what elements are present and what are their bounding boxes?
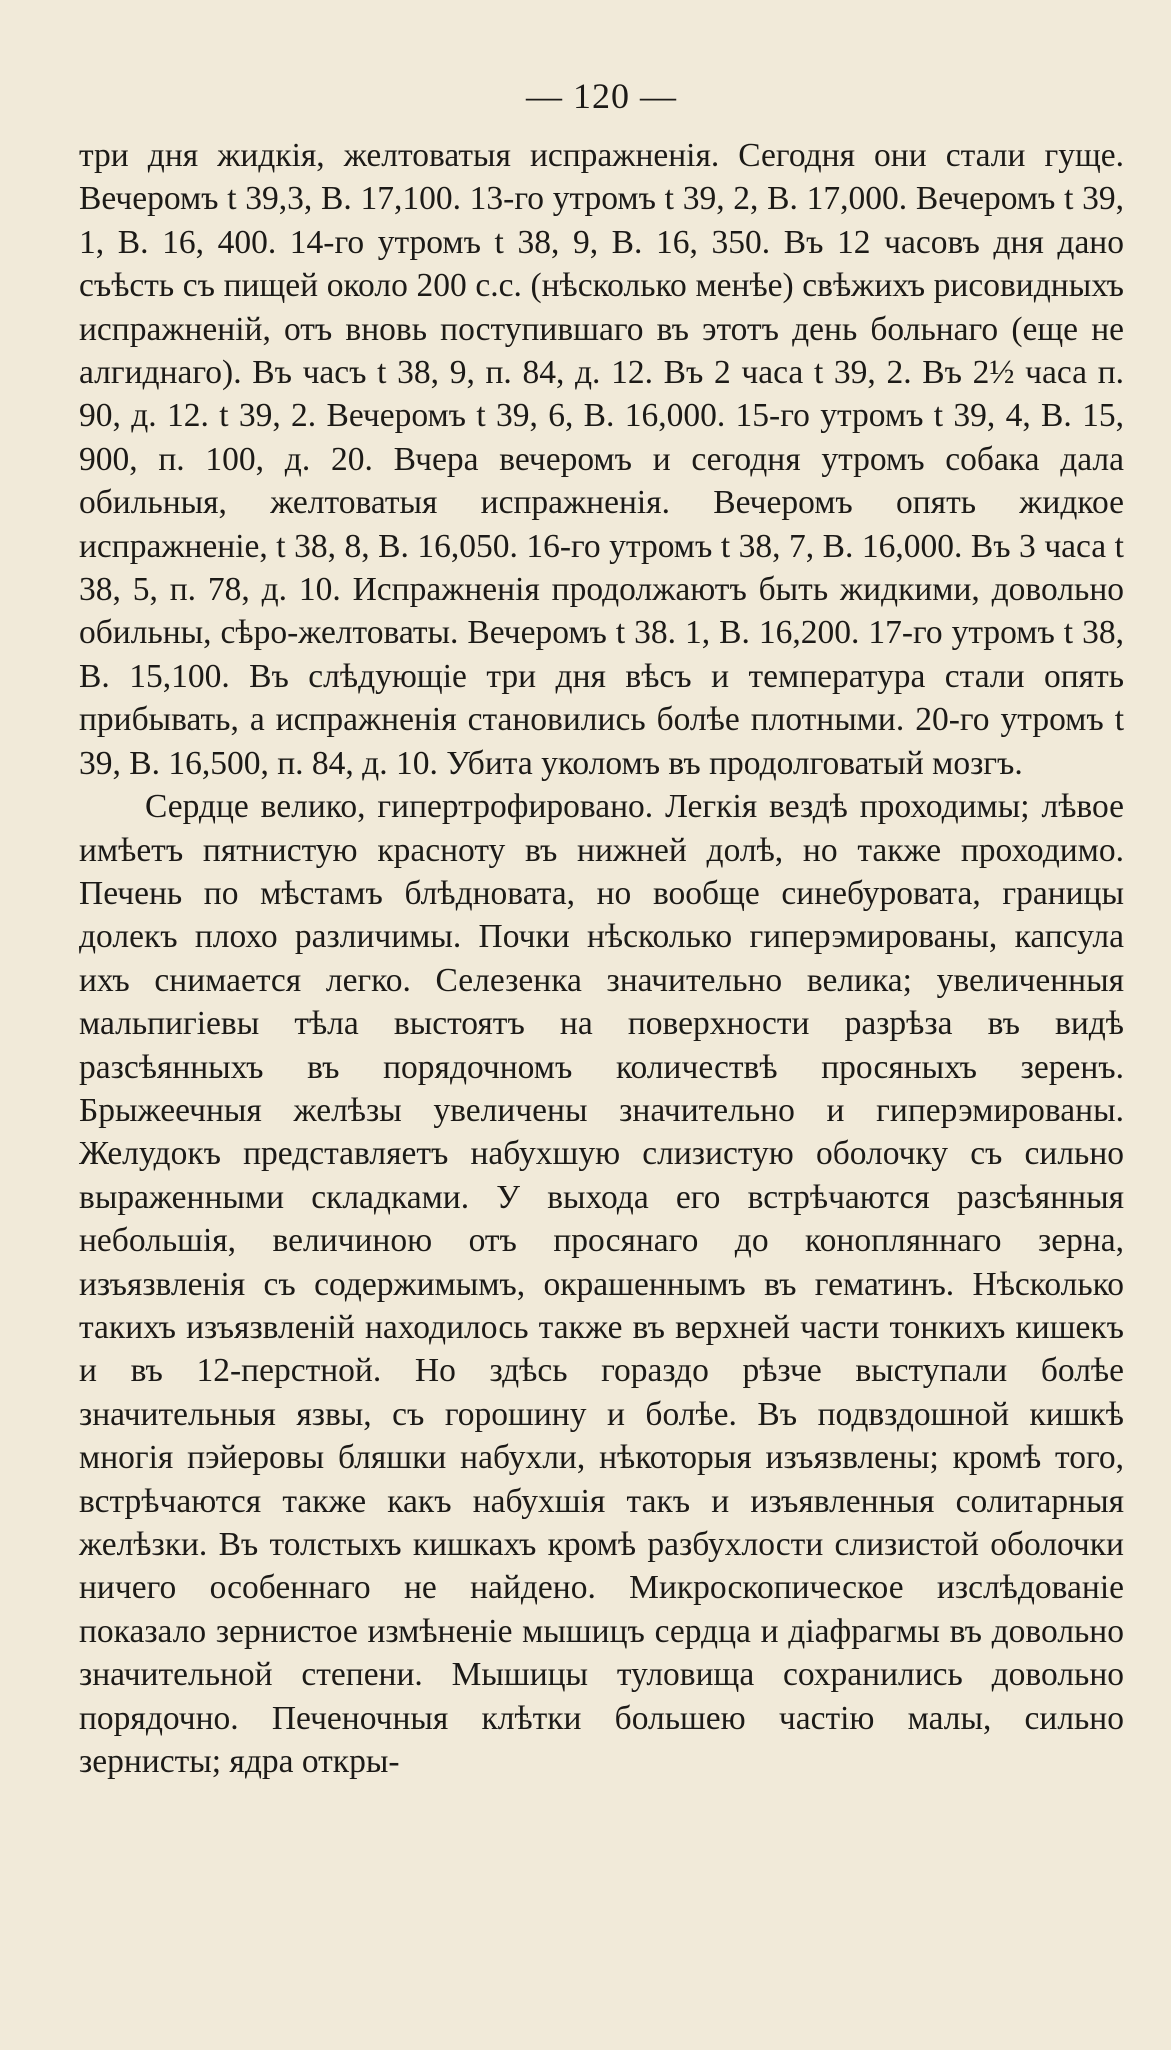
paragraph-case-notes: три дня жидкія, желтоватыя испражненія. Сегодня они стали гуще. Вечеромъ t 39,3, В. 17,100. 13-го утромъ t 39, 2, В. 17,000. Вечеромъ t 39, 1, В. 16, 400. 14-го утромъ t 38, 9, В. 16, 350. Въ 12 часовъ дня дано съѣсть съ пищей около 200 с.с. (нѣсколько менѣе) свѣжихъ рисовидныхъ испражненій, отъ вновь поступившаго въ этотъ день больнаго (еще не алгиднаго). Въ часъ t 38, 9, п. 84, д. 12. Въ 2 часа t 39, 2. Въ 2½ часа п. 90, д. 12. t 39, 2. Вечеромъ t 39, 6, В. 16,000. 15-го утромъ t 39, 4, В. 15, 900, п. 100, д. 20. Вчера вечеромъ и сегодня утромъ собака дала обильныя, желтоватыя испражненія. Вечеромъ опять жидкое испражненіе, t 38, 8, В. 16,050. 16-го утромъ t 38, 7, В. 16,000. Въ 3 часа t 38, 5, п. 78, д. 10. Испражненія продолжаютъ быть жидкими, довольно обильны, сѣро-желтоваты. Вечеромъ t 38. 1, В. 16,200. 17-го утромъ t 38, В. 15,100. Въ слѣдующіе три дня вѣсъ и температура стали опять прибывать, а испражненія становились болѣе плотными. 20-го утромъ t 39, В. 16,500, п. 84, д. 10. Убита уколомъ въ продолговатый мозгъ. bbox=[79, 137, 1124, 782]
paragraph-autopsy-findings: Сердце велико, гипертрофировано. Легкія вездѣ проходимы; лѣвое имѣетъ пятнистую красноту въ нижней долѣ, но также проходимо. Печень по мѣстамъ блѣдновата, но вообще синебуровата, границы долекъ плохо различимы. Почки нѣсколько гиперэмированы, капсула ихъ снимается легко. Селезенка значительно велика; увеличенныя мальпигіевы тѣла выстоятъ на поверхности разрѣза въ видѣ разсѣянныхъ въ порядочномъ количествѣ просяныхъ зеренъ. Брыжеечныя желѣзы увеличены значительно и гиперэмированы. Желудокъ представляетъ набухшую слизистую оболочку съ сильно выраженными складками. У выхода его встрѣчаются разсѣянныя небольшія, величиною отъ просянаго до конопляннаго зерна, изъязвленія съ содержимымъ, окрашеннымъ въ гематинъ. Нѣсколько такихъ изъязвленій находилось также въ верхней части тонкихъ кишекъ и въ 12-перстной. Но здѣсь гораздо рѣзче выступали болѣе значительныя язвы, съ горошину и болѣе. Въ подвздошной кишкѣ многія пэйеровы бляшки набухли, нѣкоторыя изъязвлены; кромѣ того, встрѣчаются также какъ набухшія такъ и изъявленныя солитарныя желѣзки. Въ толстыхъ кишкахъ кромѣ разбухлости слизистой оболочки ничего особеннаго не найдено. Микроскопическое изслѣдованіе показало зернистое измѣненіе мышицъ сердца и діафрагмы въ довольно значительной степени. Мышицы туловища сохранились довольно порядочно. Печеночныя клѣтки большею частію малы, сильно зернисты; ядра откры- bbox=[79, 788, 1124, 1781]
page-number: — 120 — bbox=[526, 76, 677, 116]
body-text bbox=[79, 134, 1124, 1783]
